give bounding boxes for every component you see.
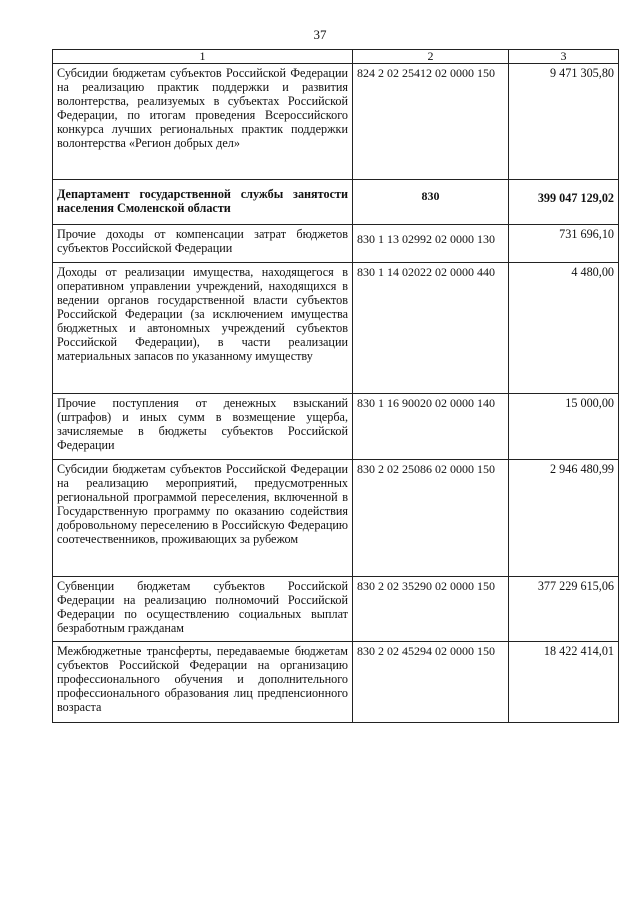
department-name-cell: Департамент государственной службы занятости населения Смоленской области — [53, 180, 353, 225]
revenue-amount-cell: 2 946 480,99 — [509, 460, 619, 577]
revenue-code-cell: 830 1 16 90020 02 0000 140 — [353, 394, 509, 460]
revenue-code-cell: 830 2 02 25086 02 0000 150 — [353, 460, 509, 577]
column-header-1: 1 — [53, 50, 353, 64]
table-row — [53, 642, 619, 723]
table-row — [53, 225, 619, 263]
revenue-name-cell: Субсидии бюджетам субъектов Российской Федерации на реализацию мероприятий, предусмотренных региональной программой переселения, включенной в Государственную программу по оказанию содействия добровольному переселению в Российскую Федерацию соотечественников, проживающих за рубежом — [53, 460, 353, 577]
revenue-name-cell: Прочие доходы от компенсации затрат бюджетов субъектов Российской Федерации — [53, 225, 353, 263]
revenue-code-cell: 830 1 13 02992 02 0000 130 — [353, 225, 509, 263]
revenue-name-cell: Субсидии бюджетам субъектов Российской Федерации на реализацию практик поддержки и развития волонтерства, реализуемых в субъектах Российской Федерации, по итогам проведения Всероссийского конкурса лучших региональных практик поддержки волонтерства «Регион добрых дел» — [53, 64, 353, 180]
department-row — [53, 180, 619, 225]
table-row — [53, 460, 619, 577]
revenue-amount-cell: 731 696,10 — [509, 225, 619, 263]
column-header-3: 3 — [509, 50, 619, 64]
table-row — [53, 577, 619, 642]
table-row — [53, 394, 619, 460]
table-row — [53, 263, 619, 394]
revenue-name-cell: Межбюджетные трансферты, передаваемые бюджетам субъектов Российской Федерации на организацию профессионального обучения и дополнительного профессионального образования лиц предпенсионного возраста — [53, 642, 353, 723]
revenue-amount-cell: 18 422 414,01 — [509, 642, 619, 723]
revenue-amount-cell: 4 480,00 — [509, 263, 619, 394]
table-header-row — [53, 50, 619, 64]
revenue-code-cell: 830 2 02 35290 02 0000 150 — [353, 577, 509, 642]
revenue-code-cell: 830 2 02 45294 02 0000 150 — [353, 642, 509, 723]
revenue-amount-cell: 15 000,00 — [509, 394, 619, 460]
revenue-amount-cell: 9 471 305,80 — [509, 64, 619, 180]
revenue-name-cell: Прочие поступления от денежных взысканий (штрафов) и иных сумм в возмещение ущерба, зачисляемые в бюджеты субъектов Российской Федерации — [53, 394, 353, 460]
department-code-cell: 830 — [353, 180, 509, 225]
department-total-cell: 399 047 129,02 — [509, 180, 619, 225]
budget-revenue-table — [52, 49, 619, 723]
revenue-amount-cell: 377 229 615,06 — [509, 577, 619, 642]
page-number: 37 — [313, 27, 327, 42]
table-row — [53, 64, 619, 180]
column-header-2: 2 — [353, 50, 509, 64]
revenue-code-cell: 824 2 02 25412 02 0000 150 — [353, 64, 509, 180]
revenue-name-cell: Доходы от реализации имущества, находящегося в оперативном управлении учреждений, находящихся в ведении органов государственной власти субъектов Российской Федерации (за исключением имущества бюджетных и автономных учреждений субъектов Российской Федерации), в части реализации материальных запасов по указанному имуществу — [53, 263, 353, 394]
revenue-name-cell: Субвенции бюджетам субъектов Российской Федерации на реализацию полномочий Российской Федерации по осуществлению социальных выплат безработным гражданам — [53, 577, 353, 642]
revenue-code-cell: 830 1 14 02022 02 0000 440 — [353, 263, 509, 394]
